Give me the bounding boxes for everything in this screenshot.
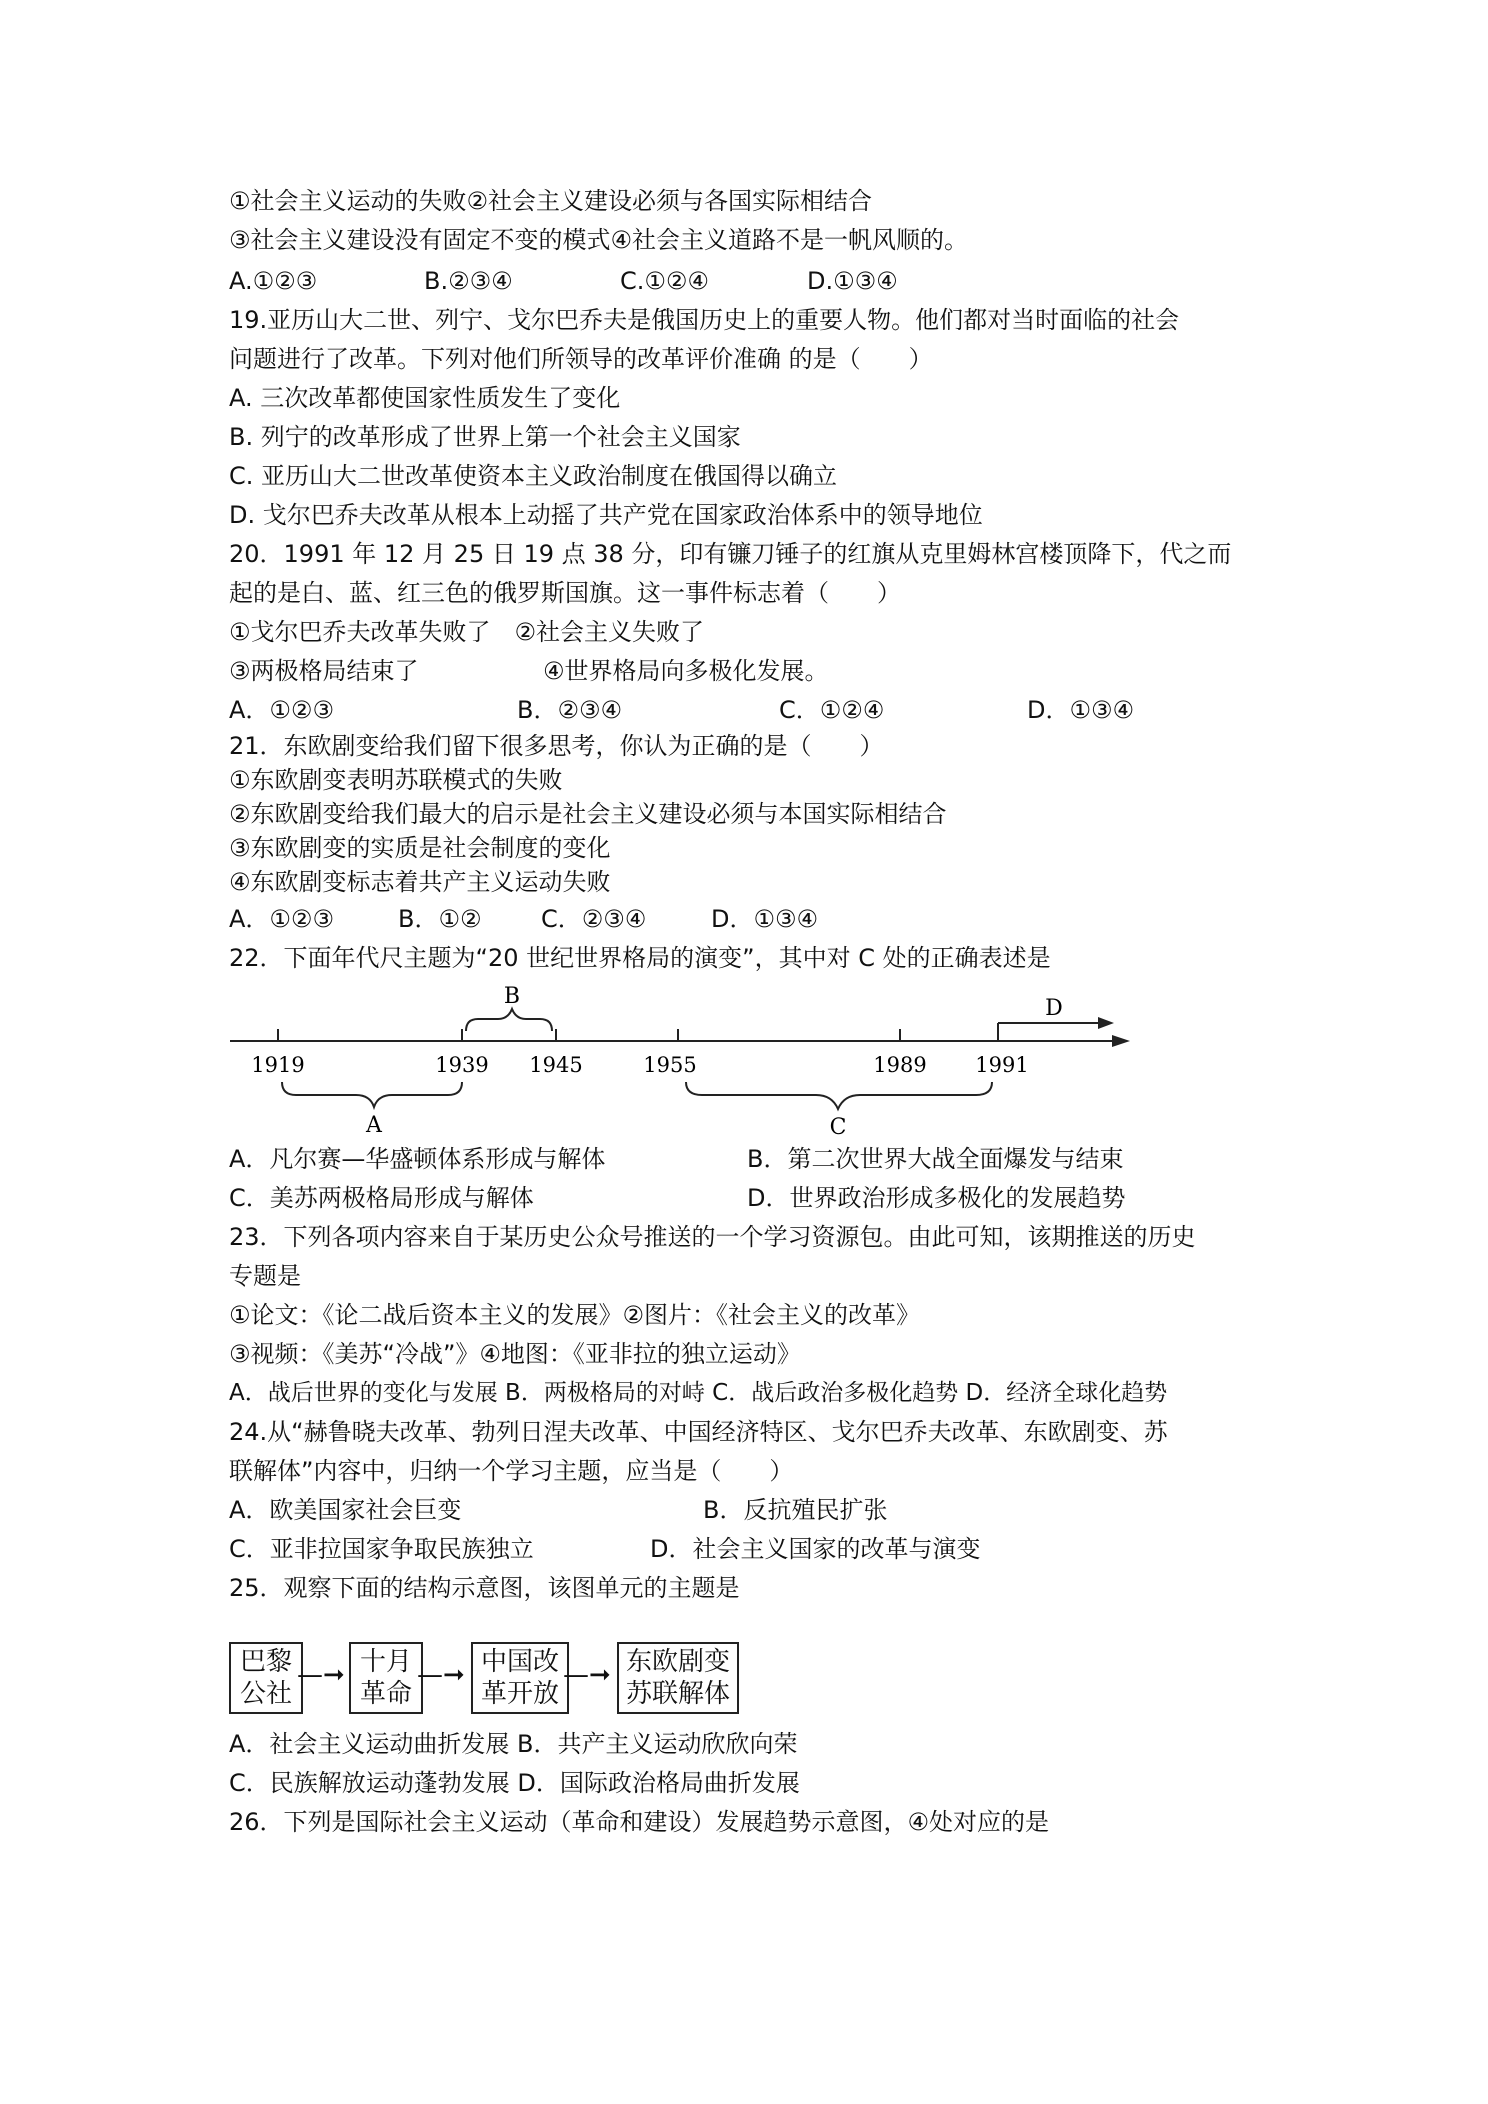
q19-stem-line1: 19.亚历山大二世、列宁、戈尔巴乔夫是俄国历史上的重要人物。他们都对当时面临的社会: [229, 306, 1180, 334]
flow-box-soviet-collapse: 东欧剧变 苏联解体: [617, 1642, 739, 1714]
q21-option-b: B．①②: [398, 905, 482, 933]
q23-items-line1: ①论文：《论二战后资本主义的发展》②图片：《社会主义的改革》: [229, 1301, 921, 1329]
q24-option-b: B．反抗殖民扩张: [703, 1496, 888, 1524]
q20-stem-line2: 起的是白、蓝、红三色的俄罗斯国旗。这一事件标志着（ ）: [229, 579, 901, 607]
q20-item-4: ④世界格局向多极化发展。: [543, 657, 829, 685]
label-d: D: [1045, 996, 1063, 1021]
year-1945: 1945: [529, 1053, 583, 1077]
q18-option-b: B.②③④: [424, 267, 513, 295]
q24-stem-line2: 联解体”内容中，归纳一个学习主题，应当是（ ）: [229, 1457, 794, 1485]
brace-a: [282, 1082, 462, 1107]
flow-arrow-3: —➞: [563, 1660, 611, 1690]
q19-option-c: C. 亚历山大二世改革使资本主义政治制度在俄国得以确立: [229, 462, 838, 490]
q18-line1: ①社会主义运动的失败②社会主义建设必须与各国实际相结合: [229, 187, 873, 215]
q21-item-3: ③东欧剧变的实质是社会制度的变化: [229, 834, 611, 862]
q23-items-line2: ③视频：《美苏“冷战”》④地图：《亚非拉的独立运动》: [229, 1340, 801, 1368]
q21-item-2: ②东欧剧变给我们最大的启示是社会主义建设必须与本国实际相结合: [229, 800, 947, 828]
q19-option-a: A. 三次改革都使国家性质发生了变化: [229, 384, 621, 412]
q21-item-4: ④东欧剧变标志着共产主义运动失败: [229, 868, 611, 896]
label-c: C: [829, 1115, 847, 1135]
arrow-d-head: [1098, 1017, 1114, 1029]
label-a: A: [366, 1113, 382, 1135]
label-b: B: [503, 985, 521, 1009]
q23-options: A．战后世界的变化与发展 B．两极格局的对峙 C．战后政治多极化趋势 D．经济全球化趋势: [229, 1380, 1168, 1406]
q19-option-b: B. 列宁的改革形成了世界上第一个社会主义国家: [229, 423, 741, 451]
q18-option-a: A.①②③: [229, 267, 318, 295]
q20-item-3: ③两极格局结束了: [229, 657, 419, 685]
q18-line2: ③社会主义建设没有固定不变的模式④社会主义道路不是一帆风顺的。: [229, 226, 969, 254]
q25-options-line2: C．民族解放运动蓬勃发展 D．国际政治格局曲折发展: [229, 1769, 800, 1797]
q25-options-line1: A．社会主义运动曲折发展 B．共产主义运动欣欣向荣: [229, 1730, 798, 1758]
q22-timeline: [226, 985, 1146, 1135]
q20-option-b: B．②③④: [517, 696, 623, 724]
q24-option-d: D．社会主义国家的改革与演变: [650, 1535, 981, 1563]
brace-b: [466, 1009, 552, 1031]
q18-option-d: D.①③④: [807, 267, 898, 295]
flow-box-october-revolution: 十月 革命: [349, 1642, 423, 1714]
q19-option-d: D. 戈尔巴乔夫改革从根本上动摇了共产党在国家政治体系中的领导地位: [229, 501, 983, 529]
brace-c: [686, 1082, 992, 1109]
flow-arrow-2: —➞: [417, 1660, 465, 1690]
q22-option-b: B．第二次世界大战全面爆发与结束: [747, 1145, 1124, 1173]
flow-box-china-reform: 中国改 革开放: [471, 1642, 569, 1714]
q21-option-a: A．①②③: [229, 905, 334, 933]
q24-option-a: A．欧美国家社会巨变: [229, 1496, 462, 1524]
q23-stem-line1: 23．下列各项内容来自于某历史公众号推送的一个学习资源包。由此可知，该期推送的历史: [229, 1223, 1196, 1251]
year-1939: 1939: [435, 1053, 489, 1077]
q19-stem-line2: 问题进行了改革。下列对他们所领导的改革评价准确 的是（ ）: [229, 345, 933, 373]
q22-stem: 22．下面年代尺主题为“20 世纪世界格局的演变”，其中对 C 处的正确表述是: [229, 944, 1051, 972]
q20-items-line1: ①戈尔巴乔夫改革失败了 ②社会主义失败了: [229, 618, 705, 646]
q21-stem: 21．东欧剧变给我们留下很多思考，你认为正确的是（ ）: [229, 732, 884, 760]
q25-stem: 25．观察下面的结构示意图，该图单元的主题是: [229, 1574, 740, 1602]
q20-stem-line1: 20．1991 年 12 月 25 日 19 点 38 分，印有镰刀锤子的红旗从克里姆林宫楼顶降下，代之而: [229, 540, 1232, 568]
q22-option-d: D．世界政治形成多极化的发展趋势: [747, 1184, 1126, 1212]
year-1989: 1989: [873, 1053, 927, 1077]
q20-option-a: A．①②③: [229, 696, 334, 724]
flow-arrow-1: —➞: [297, 1660, 345, 1690]
q22-option-c: C．美苏两极格局形成与解体: [229, 1184, 534, 1212]
q23-stem-line2: 专题是: [229, 1262, 301, 1290]
q21-option-d: D．①③④: [711, 905, 819, 933]
q22-option-a: A．凡尔赛—华盛顿体系形成与解体: [229, 1145, 606, 1173]
q24-stem-line1: 24.从“赫鲁晓夫改革、勃列日涅夫改革、中国经济特区、戈尔巴乔夫改革、东欧剧变、苏: [229, 1418, 1168, 1446]
q20-option-d: D．①③④: [1027, 696, 1135, 724]
q21-option-c: C．②③④: [541, 905, 647, 933]
year-1991: 1991: [975, 1053, 1029, 1077]
timeline-axis-arrowhead: [1112, 1035, 1130, 1047]
q18-option-c: C.①②④: [620, 267, 709, 295]
year-1955: 1955: [643, 1053, 697, 1077]
q20-option-c: C．①②④: [779, 696, 885, 724]
q24-option-c: C．亚非拉国家争取民族独立: [229, 1535, 534, 1563]
q21-item-1: ①东欧剧变表明苏联模式的失败: [229, 766, 563, 794]
flow-box-paris-commune: 巴黎 公社: [229, 1642, 303, 1714]
year-1919: 1919: [251, 1053, 305, 1077]
q26-stem: 26．下列是国际社会主义运动（革命和建设）发展趋势示意图，④处对应的是: [229, 1808, 1050, 1836]
